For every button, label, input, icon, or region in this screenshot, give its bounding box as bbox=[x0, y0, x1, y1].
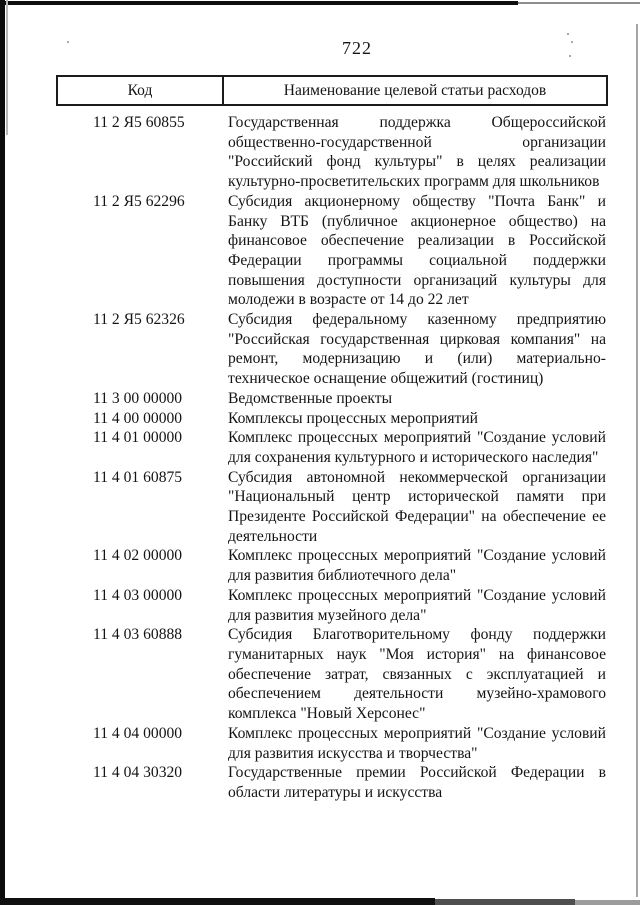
row-name: Государственная поддержка Общероссийской общественно-государственной организации "Российский фонд культуры" в целях реализации культурно-просветительских программ для школьников bbox=[228, 114, 606, 191]
row-code: 11 4 01 00000 bbox=[93, 429, 183, 447]
row-name: Субсидия автономной некоммерческой организации "Национальный центр исторической памяти при Президенте Российской Федерации" на обеспечение ее деятельности bbox=[228, 468, 606, 545]
column-header-name: Наименование целевой статьи расходов bbox=[283, 81, 547, 99]
table-row bbox=[93, 763, 606, 802]
row-name: Субсидия федеральному казенному предприятию "Российская государственная цирковая компания" на ремонт, модернизацию и (или) материально-техническое оснащение общежитий (гостиниц) bbox=[228, 311, 606, 388]
scan-speck bbox=[567, 33, 569, 35]
scan-edge-bottom-mid bbox=[435, 899, 575, 905]
row-name: Ведомственные проекты bbox=[228, 389, 393, 407]
table-row bbox=[93, 586, 606, 625]
table-row bbox=[93, 389, 606, 409]
table-row bbox=[93, 468, 606, 547]
table-row bbox=[93, 625, 606, 724]
row-name: Комплекс процессных мероприятий "Создание условий для развития искусства и творчества" bbox=[228, 724, 606, 762]
scan-line-left bbox=[6, 0, 8, 135]
row-code: 11 3 00 00000 bbox=[93, 389, 183, 407]
row-code: 11 2 Я5 62296 bbox=[93, 192, 185, 210]
row-name: Субсидия Благотворительному фонду поддержки гуманитарных наук "Моя история" на финансовое обеспечение затрат, связанных с эксплуатацией и обеспечением деятельности музейно-храмового комплекса "Новый Херсонес" bbox=[228, 626, 606, 723]
scan-edge-left bbox=[0, 0, 5, 905]
row-code: 11 4 03 60888 bbox=[93, 626, 183, 644]
scan-edge-bottom bbox=[0, 898, 435, 905]
row-code: 11 4 03 00000 bbox=[93, 586, 183, 604]
row-name: Комплекс процессных мероприятий "Создание условий для развития музейного дела" bbox=[228, 586, 606, 624]
table-row bbox=[93, 192, 606, 310]
row-code: 11 4 00 00000 bbox=[93, 409, 183, 427]
row-code: 11 4 04 30320 bbox=[93, 764, 183, 782]
table-row bbox=[93, 409, 606, 429]
row-name: Комплекс процессных мероприятий "Создание условий для сохранения культурного и исторического наследия" bbox=[228, 429, 606, 466]
row-name: Комплекс процессных мероприятий "Создание условий для развития библиотечного дела" bbox=[228, 547, 606, 585]
table-row bbox=[93, 724, 606, 763]
row-code: 11 2 Я5 60855 bbox=[93, 114, 185, 131]
row-name: Субсидия акционерному обществу "Почта Банк" и Банку ВТБ (публичное акционерное общество) на финансовое обеспечение реализации в Российской Федерации программы социальной поддержки повышения доступности организаций культуры для молодежи в возрасте от 14 до 22 лет bbox=[228, 192, 606, 309]
table-body bbox=[93, 113, 606, 803]
row-code: 11 4 01 60875 bbox=[93, 468, 183, 486]
row-code: 11 4 02 00000 bbox=[93, 547, 183, 565]
table-header bbox=[56, 75, 608, 106]
scan-edge-right bbox=[636, 24, 638, 897]
row-name: Государственные премии Российской Федерации в области литературы и искусства bbox=[228, 764, 606, 801]
scan-edge-top-right bbox=[518, 2, 640, 4]
scan-edge-top bbox=[0, 1, 518, 5]
row-name: Комплексы процессных мероприятий bbox=[228, 409, 479, 427]
row-code: 11 4 04 00000 bbox=[93, 724, 183, 742]
table-row bbox=[93, 546, 606, 585]
table-row bbox=[93, 310, 606, 389]
row-code: 11 2 Я5 62326 bbox=[93, 311, 185, 329]
scan-edge-bottom-right bbox=[575, 900, 640, 905]
table-row bbox=[93, 113, 606, 192]
column-header-code: Код bbox=[58, 77, 224, 104]
table-row bbox=[93, 428, 606, 467]
page-number: 722 bbox=[342, 38, 372, 58]
